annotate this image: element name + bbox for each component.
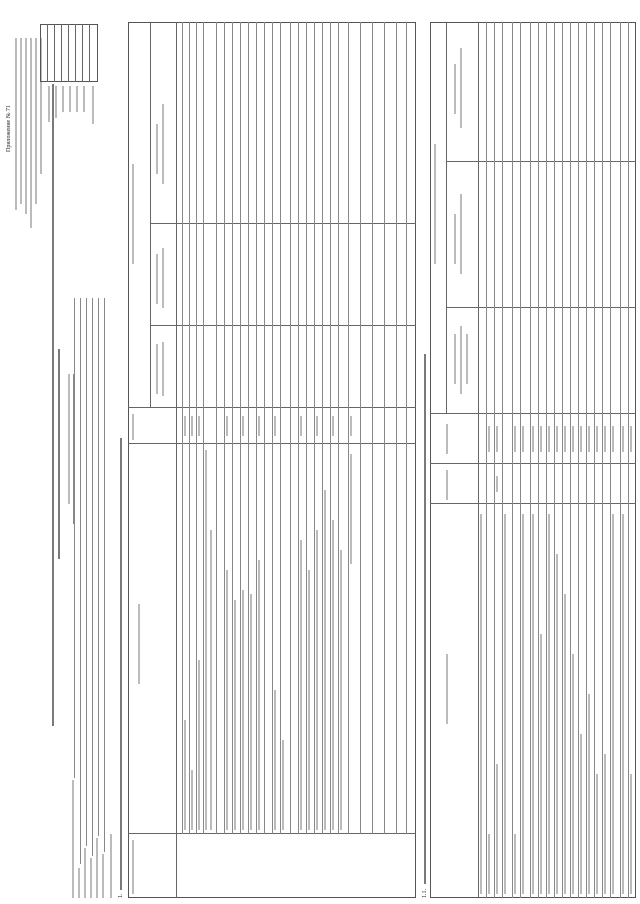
section-1-1-number: 1.1. <box>422 889 428 898</box>
section-1-title <box>120 438 122 890</box>
section-1-1-title <box>424 354 426 884</box>
appendix-label: Приложение № 71 <box>6 105 12 152</box>
section-1-number: 1. <box>118 893 124 898</box>
